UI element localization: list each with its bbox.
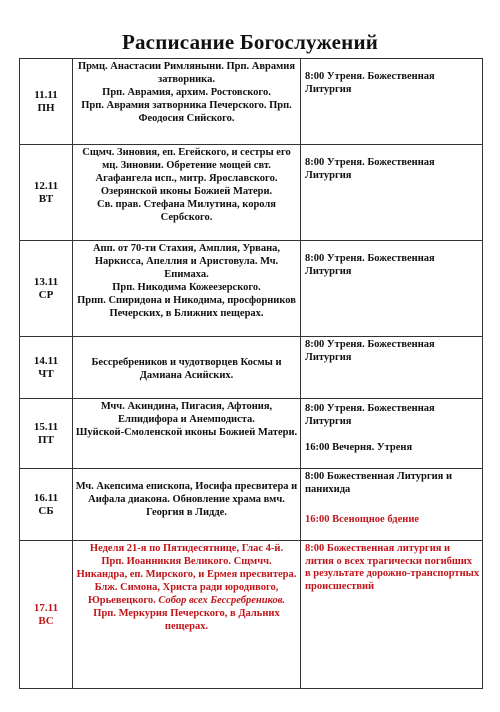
date-day: 17.11 bbox=[33, 601, 59, 614]
page-title: Расписание Богослужений bbox=[121, 30, 379, 54]
saints-cell bbox=[73, 59, 301, 145]
date-cell bbox=[20, 399, 73, 469]
service-cell bbox=[301, 145, 483, 241]
saint-text-italic: Собор всех Бессребреников. bbox=[158, 595, 286, 606]
saint-line: Шуйской-Смоленской иконы Божией Матери. bbox=[75, 427, 298, 438]
service-text: 8:00 Утреня. Божественная Литургия bbox=[305, 339, 435, 363]
table-row bbox=[20, 541, 483, 689]
schedule-table bbox=[19, 58, 483, 689]
service-cell bbox=[301, 59, 483, 145]
saints-cell bbox=[73, 337, 301, 399]
saint-line: Неделя 21-я по Пятидесятнице, Глас 4-й. bbox=[89, 543, 284, 554]
service-cell bbox=[301, 469, 483, 541]
saint-line: Прмц. Анастасии Римляныни. Прп. Аврамия затворника. bbox=[77, 61, 296, 85]
date-cell bbox=[20, 145, 73, 241]
saint-line: Прпп. Спиридона и Никодима, просфорников Печерских, в Ближних пещерах. bbox=[77, 295, 296, 319]
saint-line: Апп. от 70-ти Стахия, Амплия, Урвана, Наркисса, Апеллия и Аристовула. Мч. Епимаха. bbox=[92, 243, 281, 280]
saint-line: Озерянской иконы Божией Матери. bbox=[100, 186, 273, 197]
date-day: 12.11 bbox=[33, 179, 59, 192]
service-cell bbox=[301, 541, 483, 689]
saints-cell bbox=[73, 469, 301, 541]
service-extra-text: 16:00 Вечерня. Утреня bbox=[305, 442, 413, 453]
table-row bbox=[20, 241, 483, 337]
date-weekday: ЧТ bbox=[38, 367, 54, 380]
service-text: 8:00 Утреня. Божественная Литургия bbox=[305, 157, 435, 181]
table-row bbox=[20, 399, 483, 469]
service-cell bbox=[301, 337, 483, 399]
table-row bbox=[20, 337, 483, 399]
saint-line: Мчч. Акиндина, Пигасия, Афтония, Елпидифора и Анемподиста. bbox=[100, 401, 273, 425]
date-cell bbox=[20, 241, 73, 337]
date-cell bbox=[20, 337, 73, 399]
saint-line bbox=[75, 581, 298, 607]
service-extra-text: 16:00 Всенощное бдение bbox=[305, 514, 420, 525]
table-row bbox=[20, 59, 483, 145]
service-text: 8:00 Утреня. Божественная Литургия bbox=[305, 403, 435, 427]
date-day: 13.11 bbox=[33, 275, 59, 288]
saints-cell bbox=[73, 145, 301, 241]
date-day: 14.11 bbox=[33, 354, 59, 367]
date-weekday: ПН bbox=[37, 101, 55, 114]
saint-line: Сщмч. Зиновия, еп. Егейского, и сестры его мц. Зиновии. Обретение мощей свт. Агафангела исп., митр. Ярославского. bbox=[82, 147, 291, 184]
table-row bbox=[20, 145, 483, 241]
saints-cell bbox=[73, 541, 301, 689]
saint-line: Св. прав. Стефана Милутина, короля Сербского. bbox=[97, 199, 276, 223]
saint-line: Прп. Аврамия, архим. Ростовского. bbox=[102, 87, 271, 98]
saint-line: Прп. Иоанникия Великого. Сщмчч. Никандра, еп. Мирского, и Ермея пресвитера. bbox=[76, 556, 297, 580]
date-cell bbox=[20, 541, 73, 689]
date-weekday: ВС bbox=[38, 614, 54, 627]
service-text: 8:00 Утреня. Божественная Литургия bbox=[305, 253, 435, 277]
saint-line: Прп. Аврамия затворника Печерского. Прп. Феодосия Сийского. bbox=[81, 100, 292, 124]
date-weekday: СР bbox=[38, 288, 54, 301]
saint-line: Мч. Акепсима епископа, Иосифа пресвитера и Аифала диакона. Обновление храма вмч. Георгия в Лидде. bbox=[75, 481, 298, 518]
table-row bbox=[20, 469, 483, 541]
service-cell bbox=[301, 241, 483, 337]
date-weekday: ВТ bbox=[38, 192, 54, 205]
saint-line: Прп. Меркурия Печерского, в Дальних пещерах. bbox=[93, 608, 280, 632]
saint-line: Прп. Никодима Кожеезерского. bbox=[112, 282, 261, 293]
service-cell bbox=[301, 399, 483, 469]
date-weekday: СБ bbox=[38, 504, 54, 517]
service-text: 8:00 Божественная литургия и лития о всех трагически погибших в результате дорожно-транспортных происшествий bbox=[305, 543, 480, 592]
saint-line: Бессребреников и чудотворцев Космы и Дамиана Асийских. bbox=[91, 357, 282, 381]
date-day: 15.11 bbox=[33, 420, 59, 433]
date-day: 16.11 bbox=[33, 491, 59, 504]
saint-text: Блж. Симона, Христа ради юродивого, Юрьевецкого. bbox=[87, 582, 279, 606]
date-cell bbox=[20, 59, 73, 145]
saints-cell bbox=[73, 241, 301, 337]
service-text: 8:00 Утреня. Божественная Литургия bbox=[305, 71, 435, 95]
service-text: 8:00 Божественная Литургия и панихида bbox=[305, 471, 453, 495]
saints-cell bbox=[73, 399, 301, 469]
date-cell bbox=[20, 469, 73, 541]
date-day: 11.11 bbox=[34, 88, 58, 101]
date-weekday: ПТ bbox=[38, 433, 54, 446]
